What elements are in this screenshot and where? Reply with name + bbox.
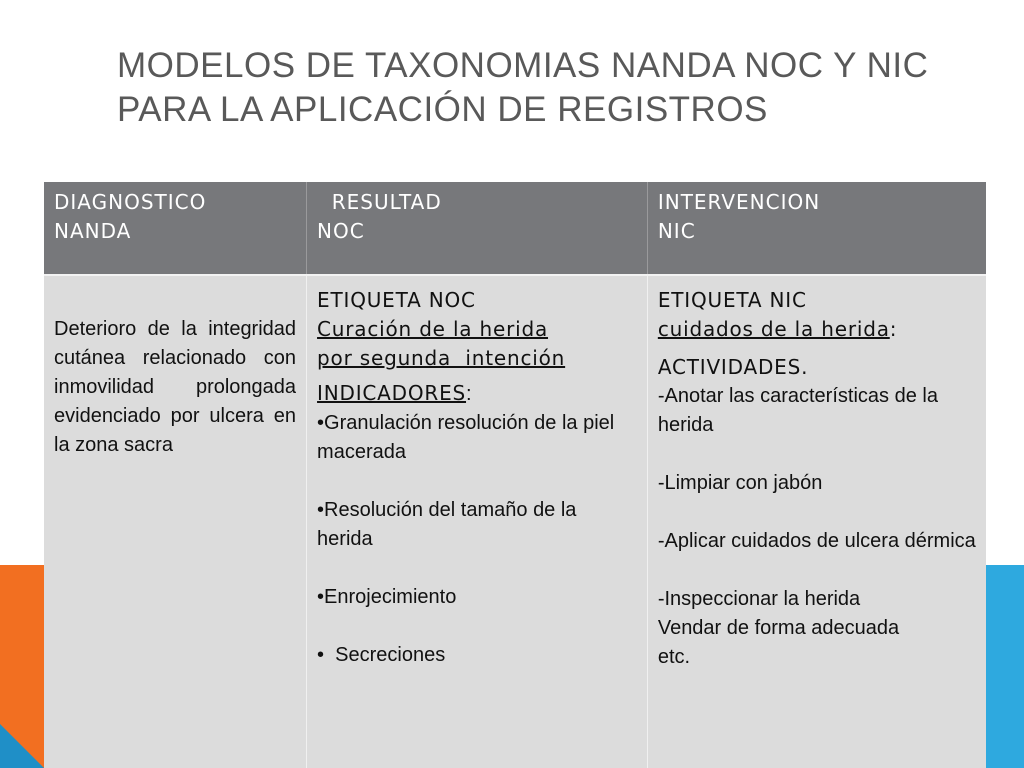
header-noc-line2: NOC [317, 219, 365, 243]
noc-indicator-item: •Resolución del tamaño de la herida [317, 499, 577, 550]
corner-accent [0, 724, 44, 768]
noc-indicator-item: • Secreciones [317, 644, 446, 666]
noc-indicators-colon: : [466, 383, 472, 405]
noc-name-line2: por segunda intención [317, 346, 566, 370]
header-nic-line1: INTERVENCION [657, 190, 821, 214]
nic-activity-item: -Anotar las características de la herida [657, 385, 938, 436]
nic-name: cuidados de la herida [657, 317, 890, 341]
header-nanda [44, 182, 307, 275]
blue-accent-bar [984, 565, 1024, 768]
header-row [44, 182, 986, 275]
taxonomy-table [44, 182, 986, 768]
nic-label: ETIQUETA NIC [657, 288, 807, 312]
nic-activity-item: -Inspeccionar la herida [657, 588, 861, 610]
header-nic-line2: NIC [657, 219, 696, 243]
nic-activity-item: -Limpiar con jabón [657, 472, 823, 494]
noc-indicator-item: •Granulación resolución de la piel macerada [317, 412, 626, 463]
title-line-1: MODELOS DE TAXONOMIAS NANDA NOC Y NIC [117, 46, 929, 85]
nic-extra-line1: Vendar de forma adecuada [657, 617, 900, 639]
header-noc [307, 182, 648, 275]
header-nic [647, 182, 986, 275]
header-noc-line1: RESULTAD [317, 190, 442, 214]
cell-nanda [44, 275, 307, 768]
noc-indicators-label: INDICADORES [317, 381, 467, 405]
header-nanda-line2: NANDA [54, 219, 132, 243]
header-nanda-line1: DIAGNOSTICO [54, 190, 207, 214]
noc-name-line1: Curación de la herida [317, 317, 549, 341]
nanda-diagnosis-text: Deterioro de la integridad cutánea relacionado con inmovilidad prolongada evidenciado por ulcera en la zona sacra [54, 318, 297, 456]
cell-nic [647, 275, 986, 768]
cell-noc [307, 275, 648, 768]
noc-indicators-heading [317, 379, 637, 409]
nic-activity-item: -Aplicar cuidados de ulcera dérmica [657, 530, 976, 552]
slide-title [117, 44, 977, 132]
noc-label: ETIQUETA NOC [317, 288, 476, 312]
nic-name-line [658, 315, 976, 345]
nic-activities-label: ACTIVIDADES. [657, 355, 809, 379]
nic-extra-line2: etc. [657, 646, 691, 668]
content-row [44, 275, 986, 768]
noc-indicator-item: •Enrojecimiento [317, 586, 457, 608]
nic-name-colon: : [889, 317, 898, 341]
title-line-2: PARA LA APLICACIÓN DE REGISTROS [117, 90, 768, 129]
